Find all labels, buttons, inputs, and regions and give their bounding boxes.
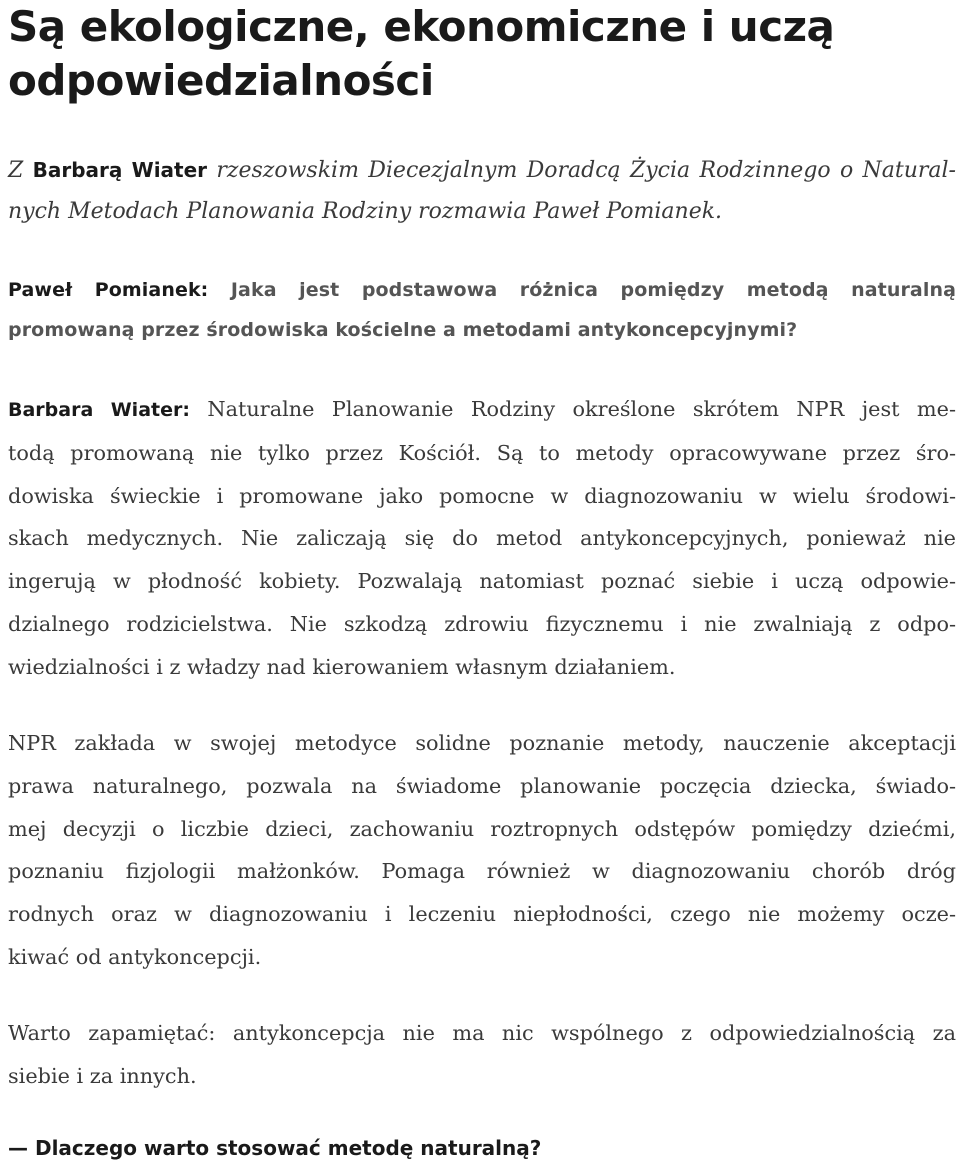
p3-line-1: Warto zapamiętać: antykoncepcja nie ma nic wspólnego z odpowiedzialnością za xyxy=(8,1021,956,1045)
paragraph-npr xyxy=(8,722,956,979)
answer-line-7: wiedzialności i z władzy nad kierowaniem własnym działaniem. xyxy=(8,654,676,679)
interviewee-name: Barbarą Wiater xyxy=(32,158,208,182)
lead-prefix: Z xyxy=(8,158,33,183)
p2-line-3: mej decyzji o liczbie dzieci, zachowaniu roztropnych odstępów pomiędzy dziećmi, xyxy=(8,816,956,841)
answer-line-5: ingerują w płodność kobiety. Pozwalają natomiast poznać siebie i uczą odpowie- xyxy=(8,569,956,594)
question-line-2: promowaną przez środowiska kościelne a metodami antykoncepcyjnymi? xyxy=(8,319,798,341)
answer-line-1 xyxy=(8,388,956,432)
answer-line-3: dowiska świeckie i promowane jako pomocne w diagnozowaniu w wielu środowi- xyxy=(8,483,956,508)
answer-line-2: todą promowaną nie tylko przez Kościół. Są to metody opracowywane przez śro- xyxy=(8,440,956,465)
lead-line-1-rest: rzeszowskim Diecezjalnym Doradcą Życia Rodzinnego o Natural- xyxy=(207,158,956,183)
p3-line-2: siebie i za innych. xyxy=(8,1063,197,1088)
lead-paragraph xyxy=(8,150,956,232)
p2-line-4: poznaniu fizjologii małżonków. Pomaga również w diagnozowaniu chorób dróg xyxy=(8,859,956,884)
lead-line-2: nych Metodach Planowania Rodziny rozmawia Paweł Pomianek. xyxy=(8,199,723,224)
question-speaker: Paweł Pomianek: xyxy=(8,279,209,301)
title-line-2: odpowiedzialności xyxy=(8,56,434,105)
interview-answer xyxy=(8,388,956,689)
p2-line-1: NPR zakłada w swojej metodyce solidne poznanie metody, nauczenie akceptacji xyxy=(8,731,956,755)
answer-line-6: dzialnego rodzicielstwa. Nie szkodzą zdrowiu fizycznemu i nie zwalniają z odpo- xyxy=(8,611,956,636)
p2-line-2: prawa naturalnego, pozwala na świadome planowanie poczęcia dziecka, świado- xyxy=(8,773,956,798)
answer-speaker: Barbara Wiater: xyxy=(8,399,190,421)
article-title xyxy=(8,0,956,108)
interview-question xyxy=(8,270,956,350)
question-line-1 xyxy=(8,270,956,310)
section-subheading: — Dlaczego warto stosować metodę naturalną? xyxy=(8,1136,542,1160)
p2-line-6: kiwać od antykoncepcji. xyxy=(8,944,262,969)
question-line-1-rest: Jaka jest podstawowa różnica pomiędzy metodą naturalną xyxy=(208,279,956,301)
answer-line-4: skach medycznych. Nie zaliczają się do metod antykoncepcyjnych, ponieważ nie xyxy=(8,526,956,551)
title-line-1: Są ekologiczne, ekonomiczne i uczą xyxy=(8,2,835,51)
p2-line-5: rodnych oraz w diagnozowaniu i leczeniu niepłodności, czego nie możemy ocze- xyxy=(8,902,956,927)
answer-line-1-rest: Naturalne Planowanie Rodziny określone skrótem NPR jest me- xyxy=(189,397,956,421)
paragraph-remember xyxy=(8,1012,956,1098)
lead-line-1 xyxy=(8,150,956,191)
